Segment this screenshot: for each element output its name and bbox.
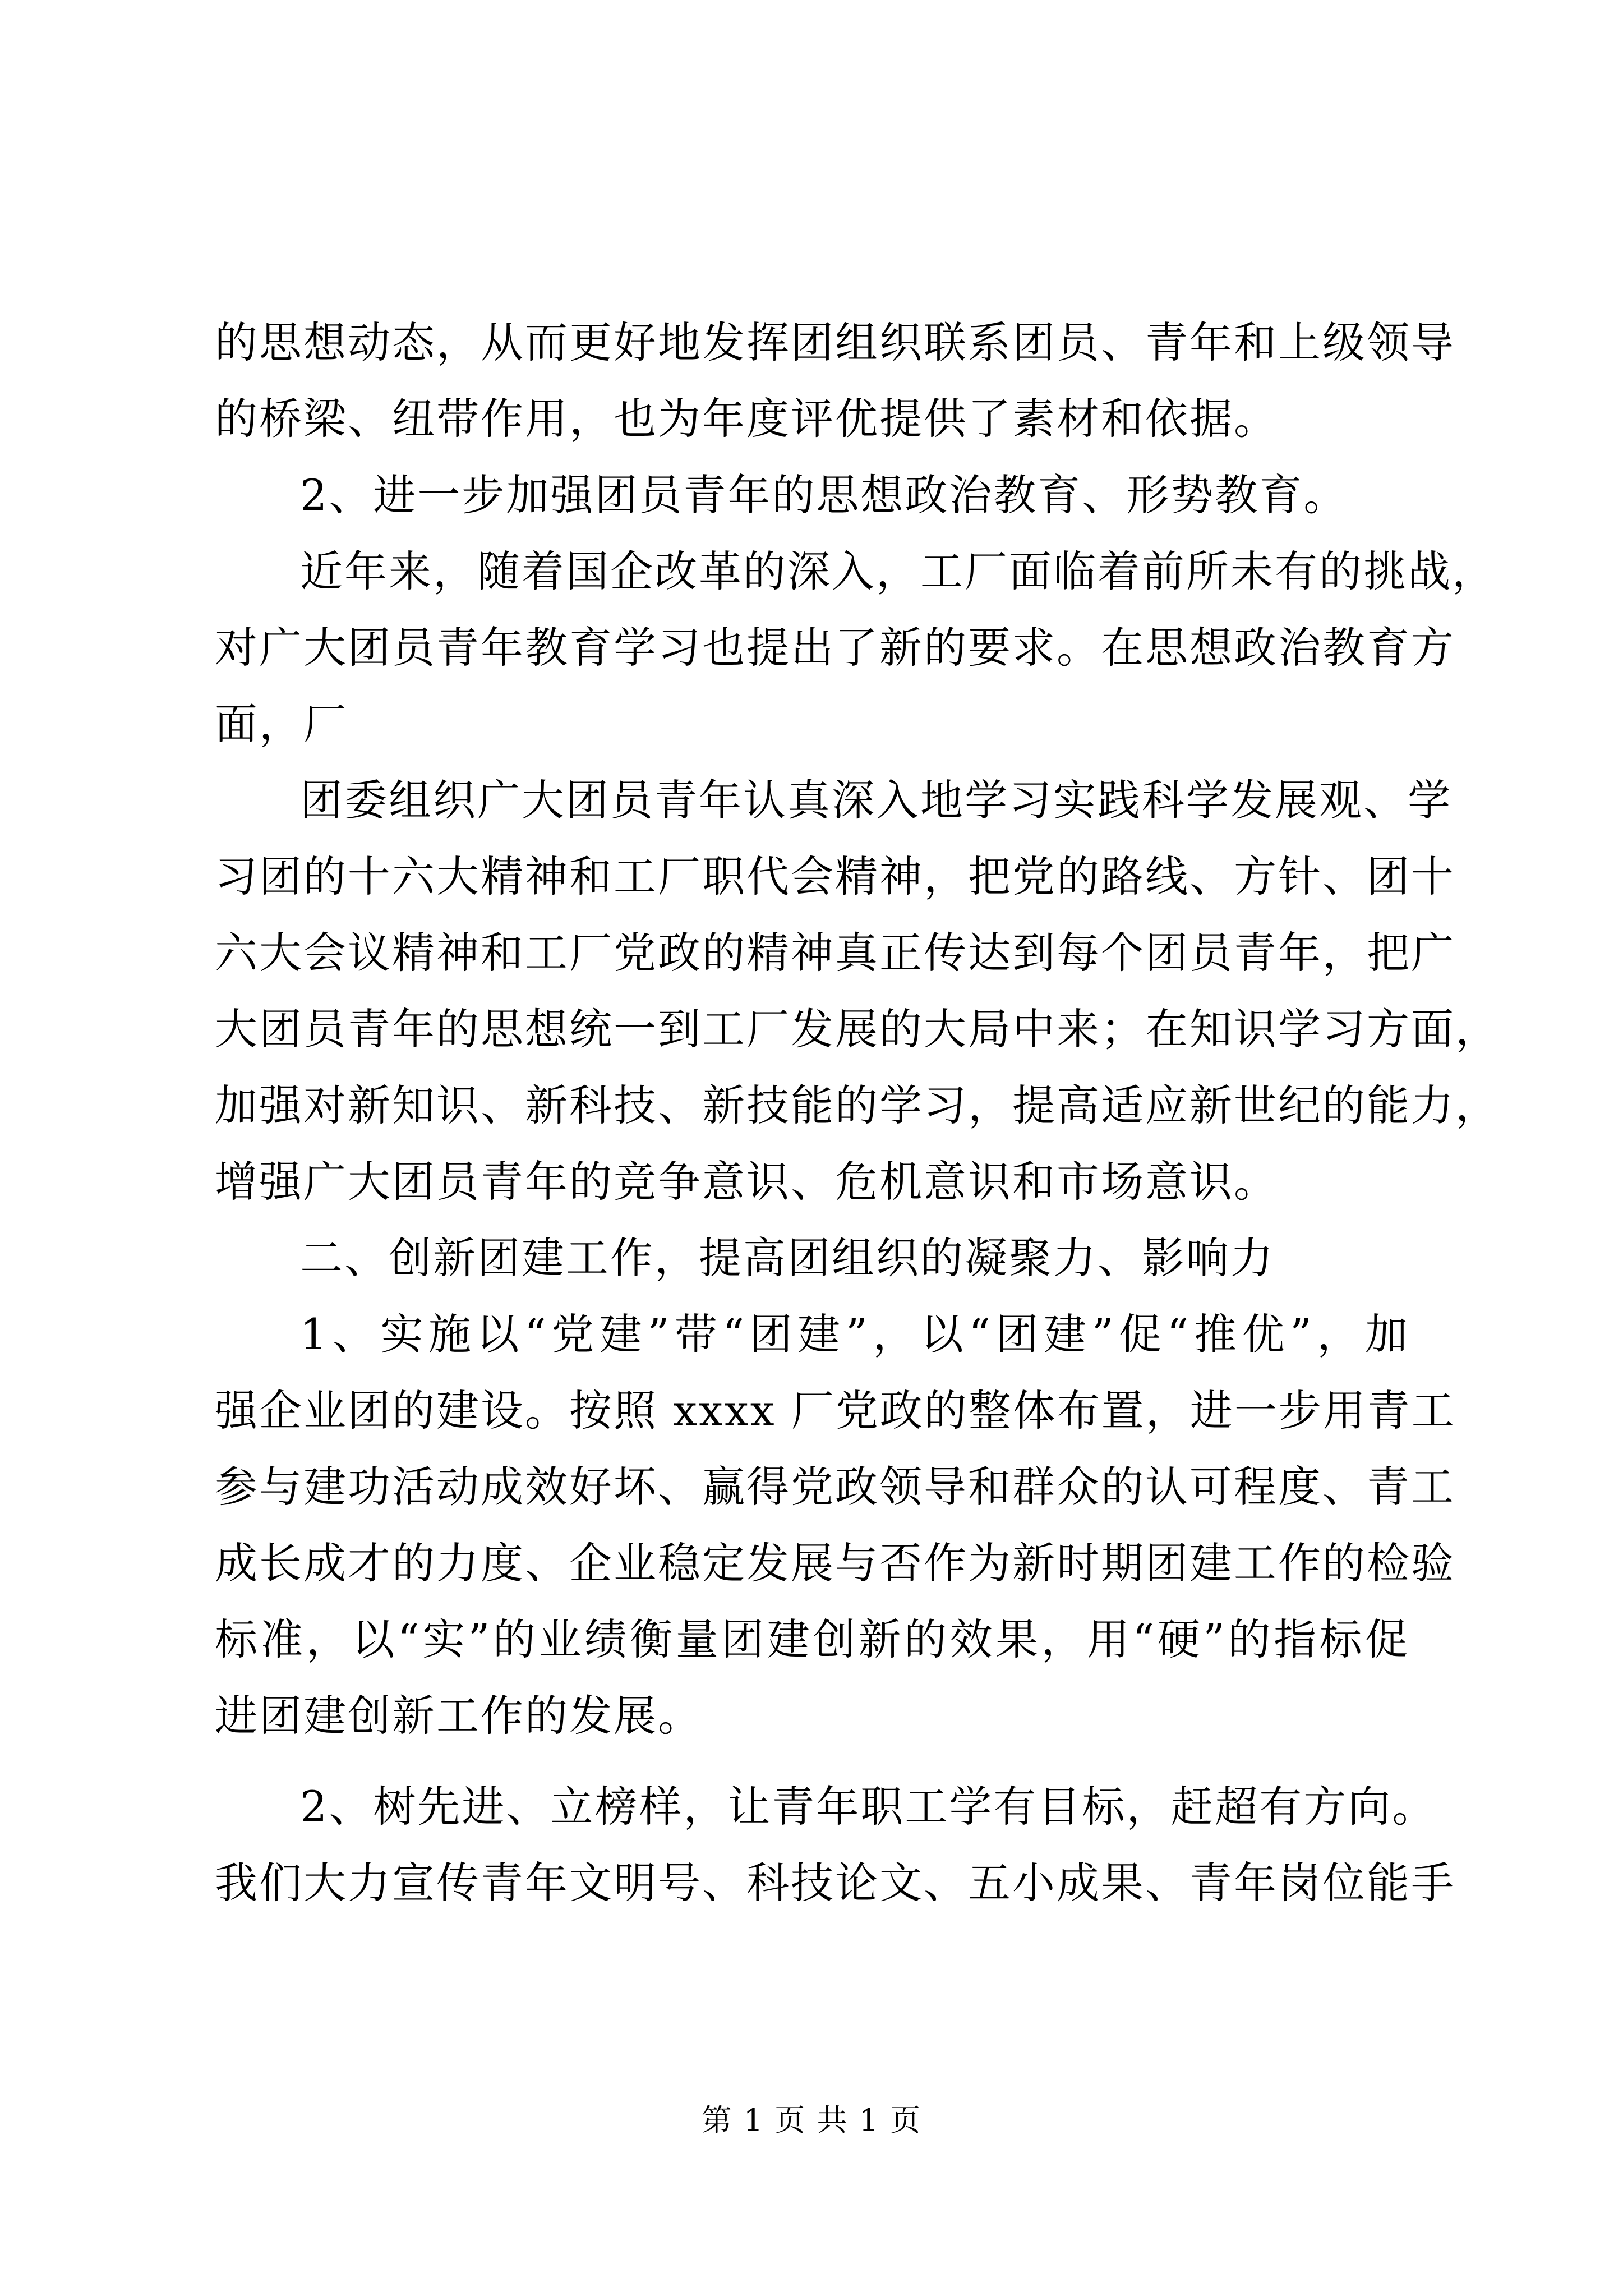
text-line: 2、进一步加强团员青年的思想政治教育、形势教育。 [300,470,1348,520]
text-line: 面，厂 [215,699,348,749]
text-line: 大团员青年的思想统一到工厂发展的大局中来；在知识学习方面， [215,1004,1500,1054]
text-line: 标准，以“实”的业绩衡量团建创新的效果，用“硬”的指标促 [215,1614,1409,1664]
text-line: 加强对新知识、新科技、新技能的学习，提高适应新世纪的能力， [215,1080,1500,1130]
text-line: 我们大力宣传青年文明号、科技论文、五小成果、青年岗位能手 [215,1858,1455,1908]
text-line: 习团的十六大精神和工厂职代会精神，把党的路线、方针、团十 [215,852,1455,901]
text-line: 成长成才的力度、企业稳定发展与否作为新时期团建工作的检验 [215,1538,1455,1588]
text-line: 2、树先进、立榜样，让青年职工学有目标，赶超有方向。 [300,1782,1437,1832]
text-line: 的桥梁、纽带作用，也为年度评优提供了素材和依据。 [215,394,1278,444]
text-line: 对广大团员青年教育学习也提出了新的要求。在思想政治教育方 [215,623,1455,673]
text-line: 近年来，随着国企改革的深入，工厂面临着前所未有的挑战， [300,546,1496,596]
text-line: 1、实施以“党建”带“团建”，以“团建”促“推优”，加 [300,1309,1409,1359]
text-line: 进团建创新工作的发展。 [215,1691,702,1741]
text-line: 六大会议精神和工厂党政的精神真正传达到每个团员青年，把广 [215,928,1455,978]
section-heading: 二、创新团建工作，提高团组织的凝聚力、影响力 [300,1233,1275,1283]
text-line: 团委组织广大团员青年认真深入地学习实践科学发展观、学 [300,775,1452,825]
page-footer: 第 1 页 共 1 页 [701,2102,922,2138]
text-line: 增强广大团员青年的竞争意识、危机意识和市场意识。 [215,1157,1278,1207]
text-line: 强企业团的建设。按照 xxxx 厂党政的整体布置，进一步用青工 [215,1386,1456,1435]
text-line: 参与建功活动成效好坏、赢得党政领导和群众的认可程度、青工 [215,1462,1455,1512]
text-line: 的思想动态，从而更好地发挥团组织联系团员、青年和上级领导 [215,318,1455,367]
body-text [215,305,1500,1921]
paragraph-gap [215,1754,1409,1769]
